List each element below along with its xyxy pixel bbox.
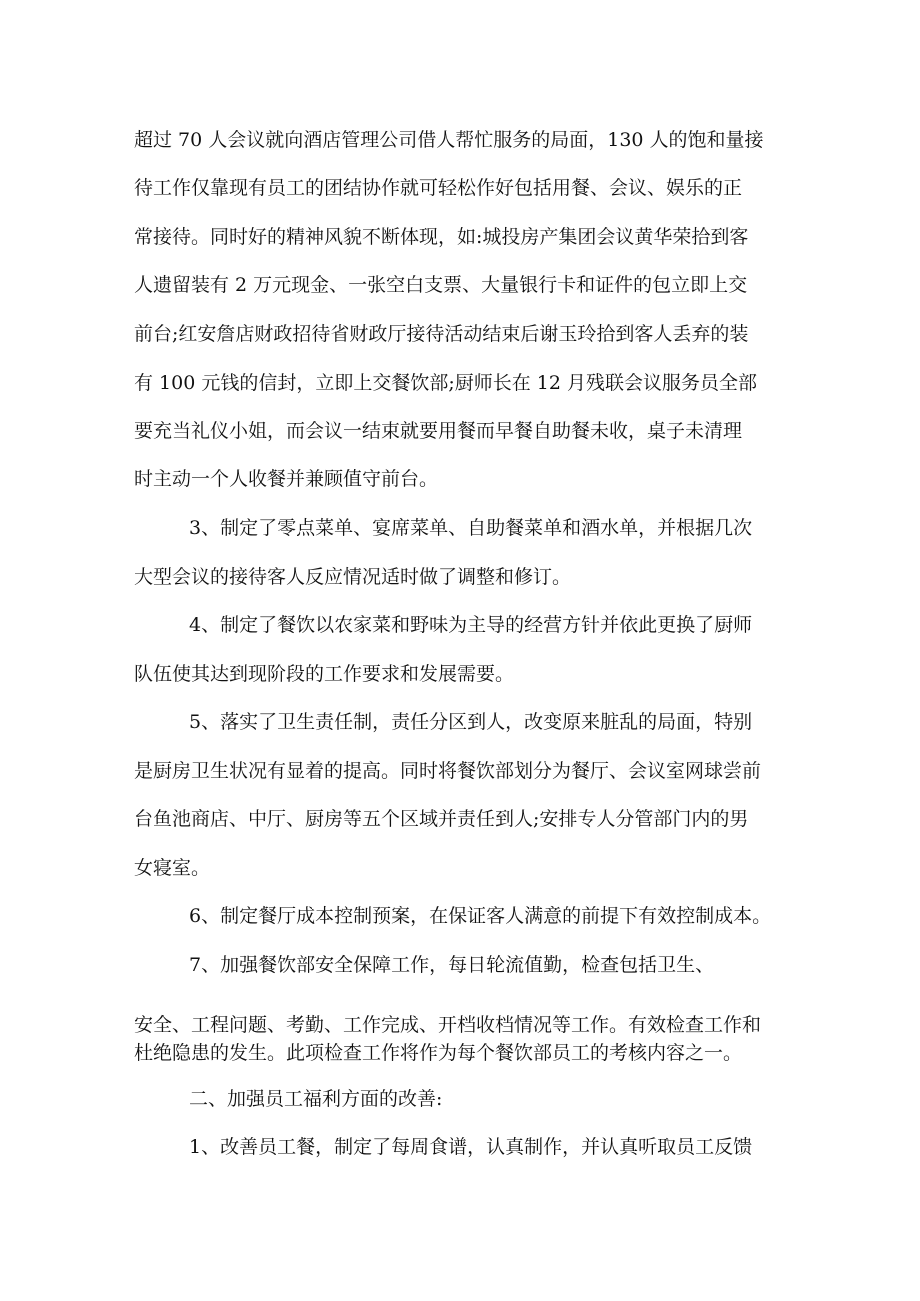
text-line: 待工作仅靠现有员工的团结协作就可轻松作好包括用餐、会议、娱乐的正 bbox=[134, 177, 743, 199]
text-line: 是厨房卫生状况有显着的提高。同时将餐饮部划分为餐厅、会议室网球尝前 bbox=[134, 760, 762, 782]
paragraph-3-start: 3、制定了零点菜单、宴席菜单、自助餐菜单和酒水单，并根据几次 bbox=[189, 517, 753, 539]
paragraph-5-start: 5、落实了卫生责任制，责任分区到人，改变原来脏乱的局面，特别 bbox=[189, 711, 753, 733]
text-line: 大型会议的接待客人反应情况适时做了调整和修订。 bbox=[134, 566, 572, 588]
paragraph-7-start: 7、加强餐饮部安全保障工作，每日轮流值勤，检查包括卫生、 bbox=[189, 954, 715, 976]
text-line: 常接待。同时好的精神风貌不断体现，如:城投房产集团会议黄华荣拾到客 bbox=[134, 226, 749, 248]
section-heading: 二、加强员工福利方面的改善: bbox=[189, 1088, 443, 1110]
text-line: 队伍使其达到现阶段的工作要求和发展需要。 bbox=[134, 663, 515, 685]
text-line: 前台;红安詹店财政招待省财政厅接待活动结束后谢玉玲拾到客人丢弃的装 bbox=[134, 323, 749, 345]
text-line: 人遗留装有 2 万元现金、一张空白支票、大量银行卡和证件的包立即上交 bbox=[134, 274, 748, 296]
text-line: 要充当礼仪小姐，而会议一结束就要用餐而早餐自助餐未收，桌子未清理 bbox=[134, 420, 743, 442]
paragraph-6-start: 6、制定餐厅成本控制预案，在保证客人满意的前提下有效控制成本。 bbox=[189, 905, 772, 927]
text-line: 时主动一个人收餐并兼顾值守前台。 bbox=[134, 468, 439, 490]
text-line: 超过 70 人会议就向酒店管理公司借人帮忙服务的局面，130 人的饱和量接 bbox=[134, 129, 764, 151]
text-line: 台鱼池商店、中厅、厨房等五个区域并责任到人;安排专人分管部门内的男 bbox=[134, 808, 749, 830]
text-line: 女寝室。 bbox=[134, 857, 211, 879]
text-line: 杜绝隐患的发生。此项检查工作将作为每个餐饮部员工的考核内容之一。 bbox=[134, 1042, 743, 1064]
paragraph-4-start: 4、制定了餐饮以农家菜和野味为主导的经营方针并依此更换了厨师 bbox=[189, 614, 753, 636]
paragraph-welfare-1-start: 1、改善员工餐，制定了每周食谱，认真制作，并认真听取员工反馈 bbox=[189, 1136, 753, 1158]
text-line: 有 100 元钱的信封，立即上交餐饮部;厨师长在 12 月残联会议服务员全部 bbox=[134, 372, 758, 394]
text-line: 安全、工程问题、考勤、工作完成、开档收档情况等工作。有效检查工作和 bbox=[134, 1014, 762, 1036]
